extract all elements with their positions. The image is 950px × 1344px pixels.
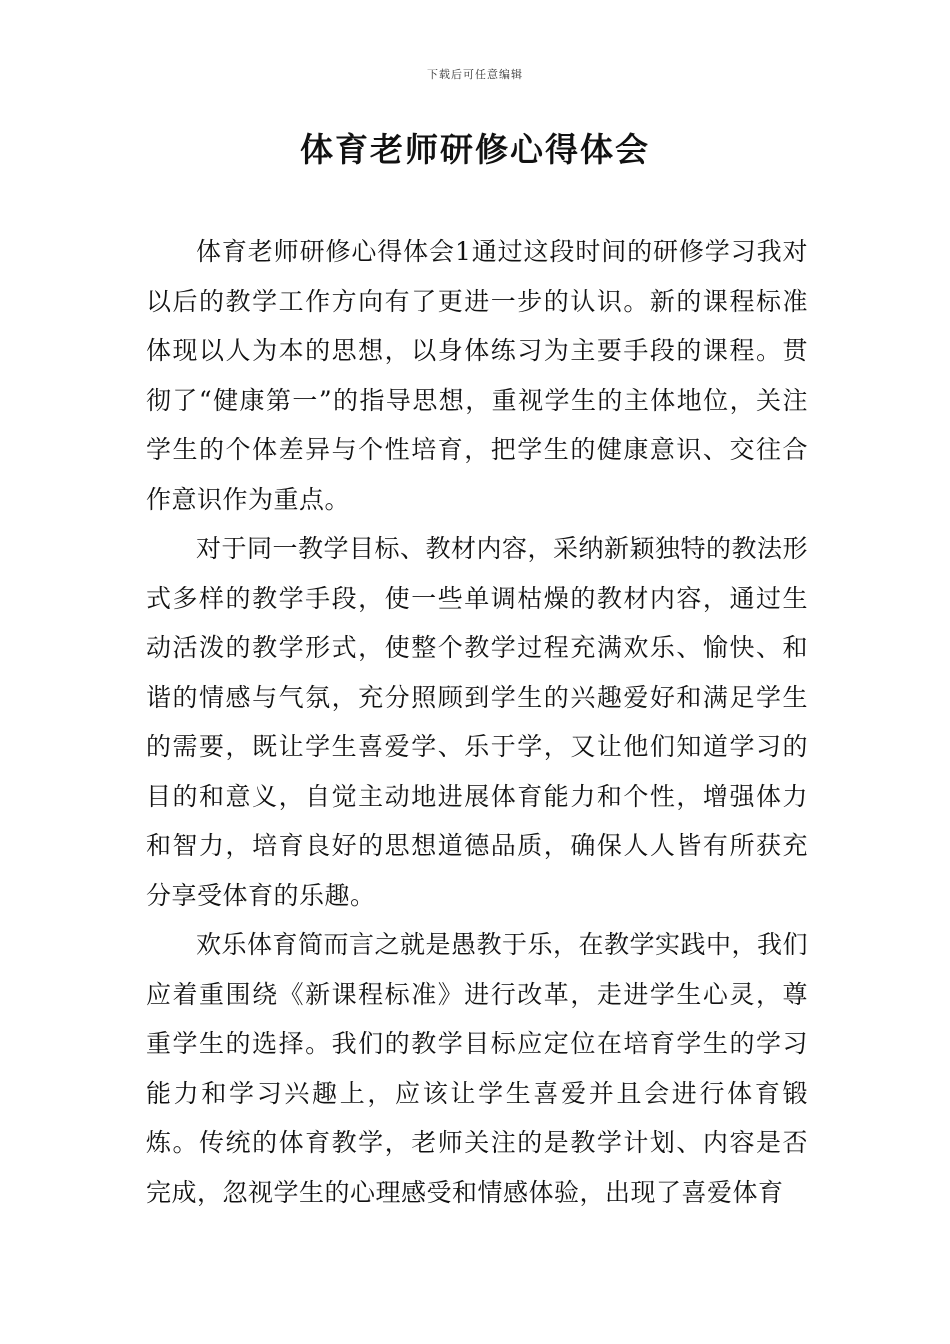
paragraph-1: 体育老师研修心得体会1通过这段时间的研修学习我对以后的教学工作方向有了更进一步的认识。新的课程标准体现以人为本的思想，以身体练习为主要手段的课程。贯彻了“健康第一”的指导思想，重视学生的主体地位，关注学生的个体差异与个性培育，把学生的健康意识、交往合作意识作为重点。 bbox=[146, 237, 808, 514]
paragraph-3: 欢乐体育简而言之就是愚教于乐，在教学实践中，我们应着重围绕《新课程标准》进行改革，走进学生心灵，尊重学生的选择。我们的教学目标应定位在培育学生的学习能力和学习兴趣上，应该让学生喜爱并且会进行体育锻炼。传统的体育教学，老师关注的是教学计划、内容是否完成，忽视学生的心理感受和情感体验，出现了喜爱体育 bbox=[146, 930, 809, 1207]
paragraph-2: 对于同一教学目标、教材内容，采纳新颖独特的教法形式多样的教学手段，使一些单调枯燥的教材内容，通过生动活泼的教学形式，使整个教学过程充满欢乐、愉快、和谐的情感与气氛，充分照顾到学生的兴趣爱好和满足学生的需要，既让学生喜爱学、乐于学，又让他们知道学习的目的和意义，自觉主动地进展体育能力和个性，增强体力和智力，培育良好的思想道德品质，确保人人皆有所获充分享受体育的乐趣。 bbox=[146, 534, 809, 910]
document-title: 体育老师研修心得体会 bbox=[300, 130, 650, 169]
document-body bbox=[146, 227, 808, 1217]
header-note: 下载后可任意编辑 bbox=[427, 68, 523, 81]
